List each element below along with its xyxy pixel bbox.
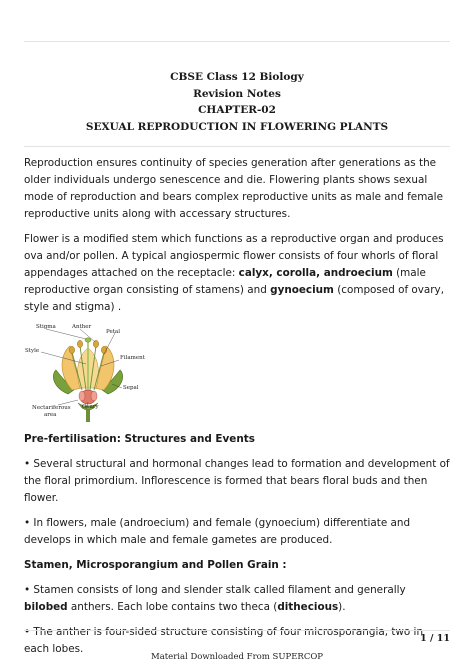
gynoecium-bold: gynoecium <box>270 284 334 296</box>
flower-text-c: (composed of ovary, style and stigma) . <box>24 284 445 313</box>
stamen-text-c: ). <box>338 601 346 613</box>
document-header <box>0 69 474 135</box>
label-sepal: Sepal <box>123 385 139 391</box>
header-subtitle: Revision Notes <box>193 87 281 100</box>
top-divider <box>24 41 450 42</box>
label-anther: Anther <box>72 324 92 330</box>
header-class: CBSE Class 12 Biology <box>170 71 304 83</box>
bullet-gamete-differentiation: • In flowers, male (androecium) and female (gynoecium) differentiate and develops in which male and female gametes are produced. <box>24 517 411 546</box>
header-chapter-title: SEXUAL REPRODUCTION IN FLOWERING PLANTS <box>85 120 389 133</box>
page-number: 1 / 11 <box>420 633 450 644</box>
section-heading-prefertilisation: Pre-fertilisation: Structures and Events <box>24 433 255 445</box>
header-chapter: CHAPTER-02 <box>198 104 276 116</box>
flower-diagram <box>24 324 152 422</box>
label-stigma: Stigma <box>36 324 56 330</box>
stamen-text-a: • Stamen consists of long and slender stalk called filament and generally <box>24 584 406 596</box>
header-divider <box>24 146 450 147</box>
flower-text-b: (male reproductive organ consisting of stamens) and <box>24 267 426 296</box>
bullet-floral-primordium: • Several structural and hormonal changes lead to formation and development of the floral primordium. Inflorescence is formed that bears floral buds and then flower. <box>24 458 450 504</box>
intro-paragraph: Reproduction ensures continuity of species generation after generations as the older individuals undergo senescence and die. Flowering plants shows sexual mode of reproduction and bears complex reproductive units as male and female reproductive units along with accessary structures. <box>24 157 443 220</box>
flower-text-a: Flower is a modified stem which functions as a reproductive organ and produces ova and/or pollen. A typical angiospermic flower consists of four whorls of floral appendages attached on the receptacle: <box>24 233 444 279</box>
footer-divider <box>24 630 450 631</box>
dithecious-bold: dithecious <box>277 601 339 613</box>
label-style: Style <box>25 348 40 354</box>
label-area: area <box>44 412 57 418</box>
bullet-stamen <box>24 582 450 616</box>
label-filament: Filament <box>120 355 145 361</box>
bilobed-bold: bilobed <box>24 601 68 613</box>
flower-paragraph <box>24 231 450 316</box>
document-body <box>24 155 450 666</box>
stamen-text-b: anthers. Each lobe contains two theca ( <box>67 601 278 613</box>
label-petal: Petal <box>106 329 120 335</box>
whorls-bold: calyx, corolla, androecium <box>238 267 393 279</box>
label-nectariferous: Nectariferous <box>32 405 71 411</box>
label-ovary: Ovary <box>82 404 99 410</box>
section-heading-stamen: Stamen, Microsporangium and Pollen Grain : <box>24 559 287 571</box>
footer-source: Material Downloaded From SUPERCOP <box>150 652 324 662</box>
bullet-anther: • The anther is four-sided structure consisting of four microsporangia, two in each lobes. <box>24 626 424 655</box>
